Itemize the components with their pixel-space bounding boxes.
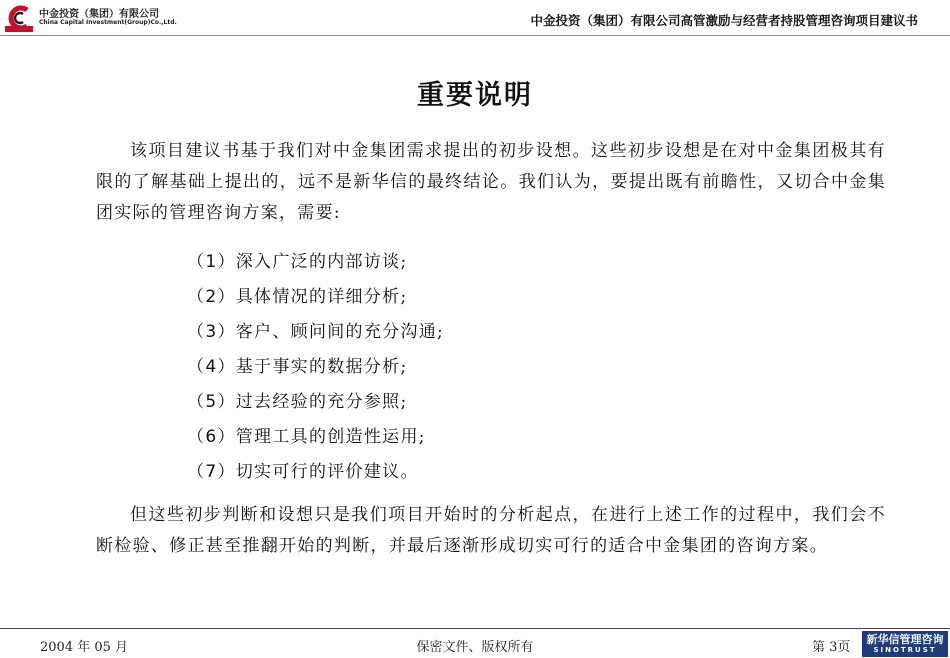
company-logo [5, 3, 185, 33]
header-divider [0, 35, 950, 36]
list-item: （5）过去经验的充分参照; [187, 392, 408, 412]
footer-divider [0, 628, 950, 629]
requirements-list [187, 245, 444, 490]
footer-date: 2004 年 05 月 [40, 640, 129, 655]
list-item: （7）切实可行的评价建议。 [187, 462, 419, 482]
page-title: 重要说明 [417, 80, 533, 111]
page-number: 第 3页 [812, 640, 851, 655]
intro-paragraph: 该项目建议书基于我们对中金集团需求提出的初步设想。这些初步设想是在对中金集团极其有限的了解基础上提出的，远不是新华信的最终结论。我们认为，要提出既有前瞻性，又切合中金集团实际的管理咨询方案，需要: [96, 141, 886, 223]
list-item: （6）管理工具的创造性运用; [187, 427, 426, 447]
brand-chinese-name: 新华信管理咨询 [866, 632, 944, 646]
footer-confidential: 保密文件、版权所有 [416, 640, 534, 655]
cci-logo-icon [5, 4, 33, 32]
list-item: （1）深入广泛的内部访谈; [187, 252, 408, 272]
conclusion-paragraph: 但这些初步判断和设想只是我们项目开始时的分析起点，在进行上述工作的过程中，我们会不断检验、修正甚至推翻开始的判断，并最后逐渐形成切实可行的适合中金集团的咨询方案。 [96, 505, 886, 556]
logo-english-name: China Capital Investment(Group)Co.,Ltd. [39, 19, 177, 27]
list-item: （4）基于事实的数据分析; [187, 357, 408, 377]
logo-chinese-name: 中金投资（集团）有限公司 [39, 9, 159, 21]
list-item: （2）具体情况的详细分析; [187, 287, 408, 307]
brand-english-name: SINOTRUST [873, 645, 937, 654]
page-header [0, 0, 950, 36]
document-title: 中金投资（集团）有限公司高管激励与经营者持股管理咨询项目建议书 [530, 13, 918, 28]
list-item: （3）客户、顾问间的充分沟通; [187, 322, 445, 342]
sinotrust-logo [862, 631, 948, 657]
